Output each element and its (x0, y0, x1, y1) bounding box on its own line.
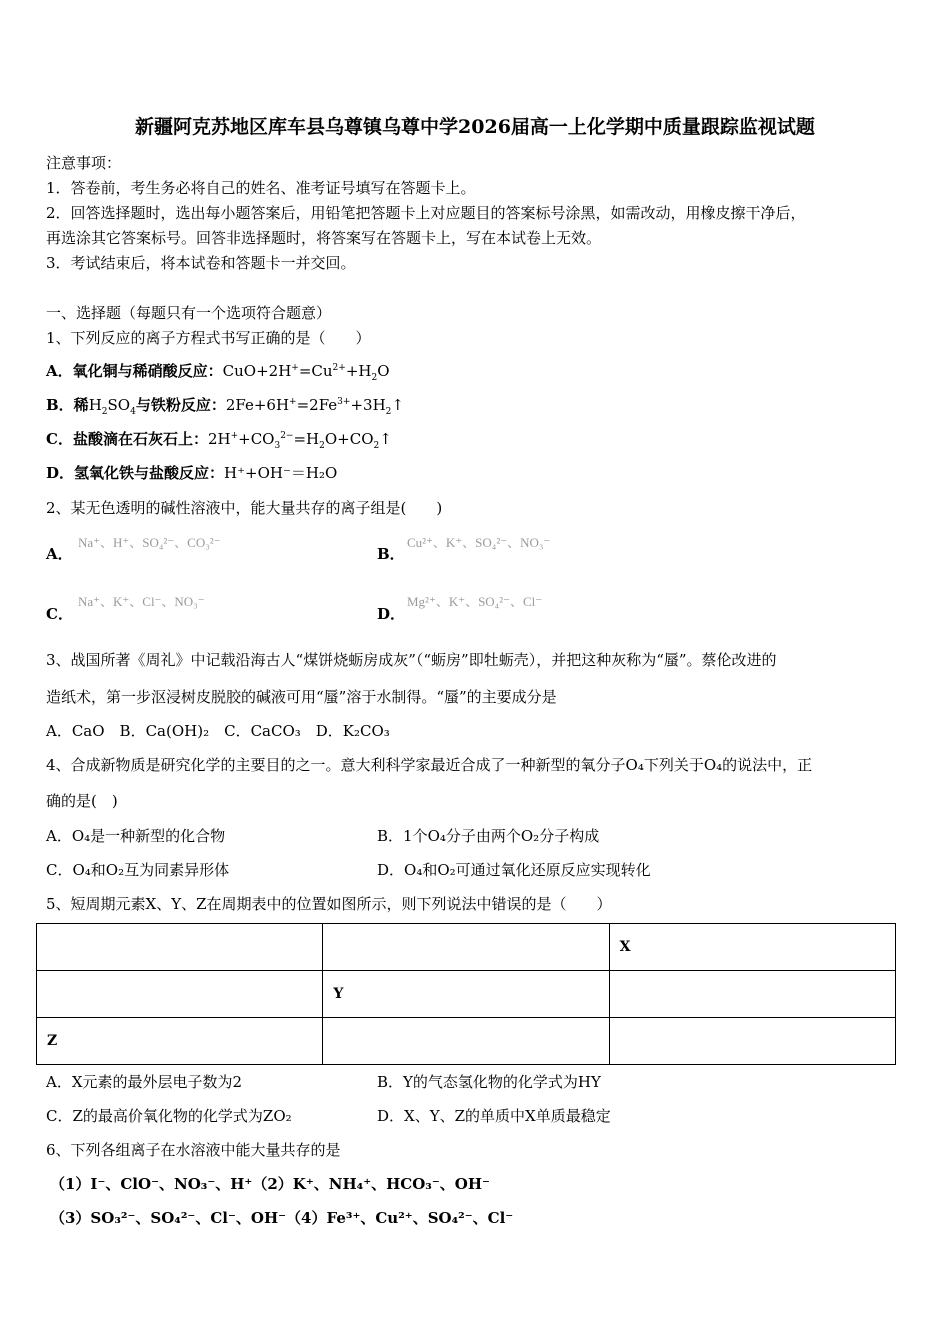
q6-stem: 6、下列各组离子在水溶液中能大量共存的是 (46, 1141, 341, 1159)
q1-b-mid: 与铁粉反应： (135, 396, 226, 414)
q5-option-a: A．X元素的最外层电子数为2 (46, 1073, 243, 1091)
q3-options: A．CaO B．Ca(OH)₂ C．CaCO₃ D．K₂CO₃ (46, 722, 390, 740)
q1-option-a (46, 360, 390, 381)
q1-b-equation: $2Fe+6H^+=2Fe^{3+}+3H_2↑$ (225, 396, 404, 417)
q1-option-c (46, 428, 392, 449)
q1-b-label: B．稀 (46, 396, 89, 414)
q3-line-1: 3、战国所著《周礼》中记载沿海古人“煤饼烧蛎房成灰”（“蛎房”即牡蛎壳），并把这种灰称为“蜃”。蔡伦改进的 (46, 651, 777, 669)
table-cell (323, 1018, 609, 1065)
q2-a-ions: Na⁺、H⁺、SO₄²⁻、CO₃²⁻ (78, 535, 221, 550)
q1-option-d (46, 462, 337, 483)
q2-b-label: B． (377, 545, 405, 563)
q4-option-a: A．O₄是一种新型的化合物 (46, 827, 226, 845)
q1-d-label: D．氢氧化铁与盐酸反应： (46, 464, 225, 482)
table-cell-z: Z (37, 1018, 323, 1065)
table-cell-y: Y (323, 971, 609, 1018)
q2-a-label: A． (46, 545, 73, 563)
table-cell-x: X (609, 924, 895, 971)
table-cell (37, 971, 323, 1018)
q2-b-ions: Cu²⁺、K⁺、SO₄²⁻、NO₃⁻ (407, 535, 551, 550)
q2-stem: 2、某无色透明的碱性溶液中，能大量共存的离子组是( ) (46, 499, 443, 517)
page-title: 新疆阿克苏地区库车县乌尊镇乌尊中学2026届高一上化学期中质量跟踪监视试题 (135, 116, 815, 138)
q5-stem: 5、短周期元素X、Y、Z在周期表中的位置如图所示，则下列说法中错误的是（ ） (46, 895, 612, 913)
q4-option-c: C．O₄和O₂互为同素异形体 (46, 861, 230, 879)
q4-option-d: D．O₄和O₂可通过氧化还原反应实现转化 (377, 861, 651, 879)
q1-a-label: A．氧化铜与稀硝酸反应： (46, 362, 223, 380)
q4-line-2: 确的是( ) (46, 792, 118, 810)
notice-item-3: 3．考试结束后，将本试卷和答题卡一并交回。 (46, 254, 356, 272)
q1-c-label: C．盐酸滴在石灰石上： (46, 430, 208, 448)
q3-line-2: 造纸术，第一步沤浸树皮脱胶的碱液可用“蜃”溶于水制得。“蜃”的主要成分是 (46, 688, 557, 706)
table-row (37, 971, 896, 1018)
table-cell (609, 971, 895, 1018)
q1-d-equation: H⁺+OH⁻＝H₂O (224, 464, 338, 482)
q5-option-c: C．Z的最高价氧化物的化学式为ZO₂ (46, 1107, 292, 1125)
q2-d-ions: Mg²⁺、K⁺、SO₄²⁻、Cl⁻ (407, 594, 543, 609)
q1-stem: 1、下列反应的离子方程式书写正确的是（ ） (46, 329, 371, 347)
table-cell (323, 924, 609, 971)
q6-line-1: （1）I⁻、ClO⁻、NO₃⁻、H⁺（2）K⁺、NH₄⁺、HCO₃⁻、OH⁻ (50, 1175, 490, 1193)
q5-option-d: D．X、Y、Z的单质中X单质最稳定 (377, 1107, 611, 1125)
notice-item-2b: 再选涂其它答案标号。回答非选择题时，将答案写在答题卡上，写在本试卷上无效。 (46, 229, 602, 247)
table-cell (609, 1018, 895, 1065)
q2-c-label: C． (46, 605, 73, 623)
q6-line-2: （3）SO₃²⁻、SO₄²⁻、Cl⁻、OH⁻（4）Fe³⁺、Cu²⁺、SO₄²⁻、Cl⁻ (50, 1209, 514, 1227)
table-row (37, 1018, 896, 1065)
q2-d-label: D． (377, 605, 406, 623)
q4-option-b: B．1个O₄分子由两个O₂分子构成 (377, 827, 600, 845)
q4-line-1: 4、合成新物质是研究化学的主要目的之一。意大利科学家最近合成了一种新型的氧分子O₄下列关于O₄的说法中，正 (46, 756, 813, 774)
q5-option-b: B．Y的气态氢化物的化学式为HY (377, 1073, 601, 1091)
section-heading: 一、选择题（每题只有一个选项符合题意） (46, 304, 332, 322)
q1-a-equation: $CuO+2H^+=Cu^{2+}+H_2O$ (222, 362, 390, 383)
q1-option-b: B．稀$H_2SO_4$与铁粉反应：$2Fe+6H^+=2Fe^{3+}+3H_2↑$ (46, 396, 404, 417)
q1-c-equation: $2H^++CO_3^{2-}=H_2O+CO_2↑$ (207, 430, 392, 451)
notice-item-1: 1．答卷前，考生务必将自己的姓名、准考证号填写在答题卡上。 (46, 179, 476, 197)
notice-heading: 注意事项： (46, 154, 122, 172)
q2-c-ions: Na⁺、K⁺、Cl⁻、NO₃⁻ (78, 594, 205, 609)
periodic-table-excerpt (36, 923, 896, 1065)
table-row (37, 924, 896, 971)
notice-item-2a: 2．回答选择题时，选出每小题答案后，用铅笔把答题卡上对应题目的答案标号涂黑，如需改动，用橡皮擦干净后， (46, 204, 806, 222)
table-cell (37, 924, 323, 971)
